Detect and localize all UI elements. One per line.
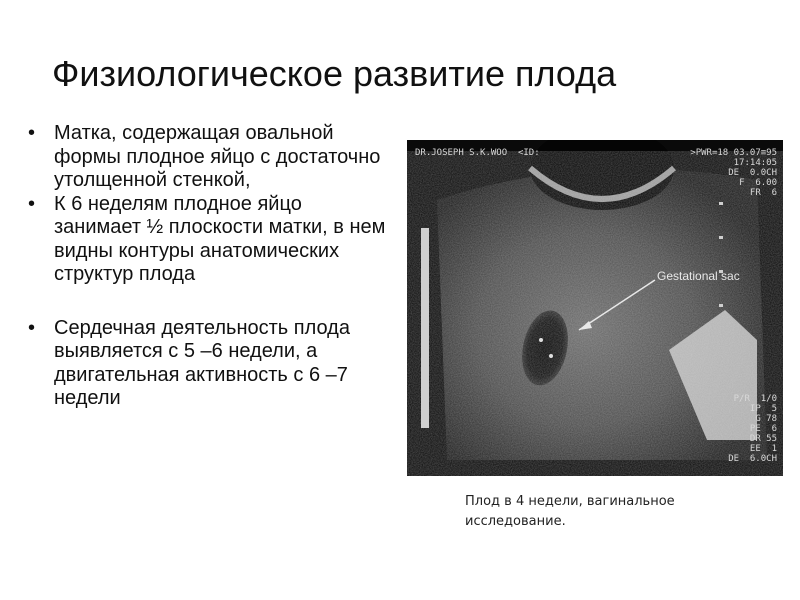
gestational-sac-label: Gestational sac [657,269,740,283]
page-title: Физиологическое развитие плода [52,53,617,94]
bullet-list [28,122,388,411]
bullet-text: Сердечная деятельность плода выявляется с 5 –6 недели, а двигательная активность с 6 –7 недели [54,316,350,409]
bullet-text: К 6 неделям плодное яйцо занимает ½ плоскости матки, в нем видны контуры анатомических структур плода [54,192,386,285]
scanner-header-left: DR.JOSEPH S.K.WOO <ID: [415,148,540,158]
scanner-header-right: >PWR=18 03.07≡95 17:14:05 DE 0.0CH F 6.00 FR 6 [690,148,777,198]
bullet-item [28,317,388,411]
ultrasound-image [407,140,783,476]
bullet-item [28,122,388,193]
bullet-text: Матка, содержащая овальной формы плодное яйцо с достаточно утолщенной стенкой, [54,122,381,191]
image-caption: Плод в 4 недели, вагинальное исследование. [465,494,675,529]
scanner-settings: P/R 1/0 IP 5 G 78 PE 6 DR 55 EE 1 DE 6.0CH [728,394,777,464]
bullet-item [28,193,388,287]
